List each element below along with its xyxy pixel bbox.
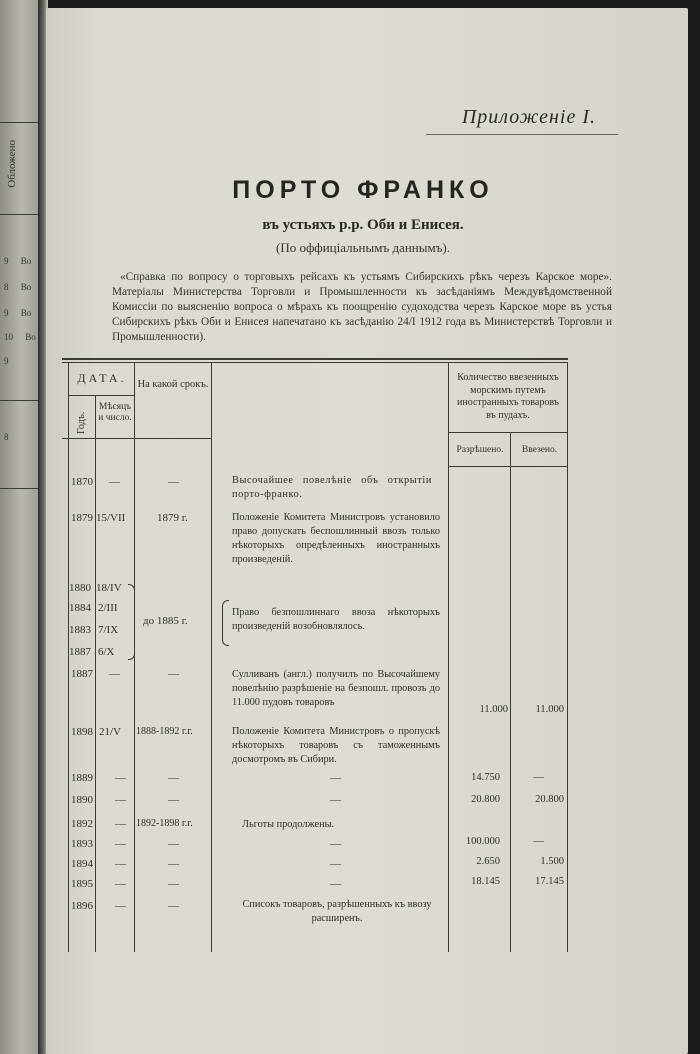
row-year: 1898 <box>71 726 93 738</box>
row-date: — <box>115 818 126 830</box>
page-subtitle: въ устьяхъ р.р. Оби и Енисея. <box>262 217 464 233</box>
row-year: 1883 <box>69 624 91 636</box>
row-event: Льготы продолжены. <box>242 819 335 830</box>
header-allowed: Разрѣшено. <box>456 445 504 455</box>
row-event: Право безпошлиннаго ввоза нѣкоторыхъ произведеній возобновлялось. <box>232 607 440 632</box>
header-imported: Ввезено. <box>521 445 558 455</box>
row-year: 1887 <box>71 668 93 680</box>
row-date: — <box>115 878 126 890</box>
row-date: — <box>109 476 120 488</box>
row-allowed: 100.000 <box>465 836 500 847</box>
row-term: — <box>168 794 179 806</box>
previous-page-rule <box>0 488 40 489</box>
previous-page-number: 8 <box>4 432 9 442</box>
row-allowed: 14.750 <box>471 772 500 783</box>
row-event: Положеніе Комитета Министровъ установило право допускать беспошлинный ввозъ только нѣкоторыхъ опредѣленныхъ иностранныхъ произведеній. <box>232 512 440 565</box>
row-term: — <box>168 838 179 850</box>
row-date: 6/X <box>98 646 115 658</box>
row-event: Положеніе Комитета Министровъ о пропускѣ нѣкоторыхъ товаровъ съ таможеннымъ досмотромъ въ Сибири. <box>232 726 440 765</box>
header-date: ДАТА. <box>77 371 127 385</box>
row-year: 1880 <box>69 582 91 594</box>
row-year: 1895 <box>71 878 93 890</box>
row-year: 1893 <box>71 838 93 850</box>
intro-paragraph: «Справка по вопросу о торговыхъ рейсахъ къ устьямъ Сибирскихъ рѣкъ черезъ Карское море». Матеріалы Министерства Торговли и Промышленности къ засѣданіямъ Междувѣдомственной Комиссіи по выясненію вопроса о мѣрахъ къ поощренію судоходства черезъ Карское море въ устья Сибирскихъ рѣкъ Оби и Енисея напечатано къ засѣданію 24/I 1912 года въ Министерствѣ Торговли и Промышленности). <box>112 271 612 343</box>
row-date: — <box>115 900 126 912</box>
previous-page-number: 9 Во <box>4 256 32 266</box>
row-event: Высочайшее повелѣніе объ открытіи порто-франко. <box>232 475 432 500</box>
header-term: На какой срокъ. <box>137 379 209 390</box>
row-date: — <box>109 668 120 680</box>
row-term: — <box>168 878 179 890</box>
row-date: 15/VII <box>96 512 126 524</box>
row-term: — <box>168 900 179 912</box>
header-year: Годъ. <box>76 411 87 434</box>
row-date: — <box>115 858 126 870</box>
row-year: 1889 <box>71 772 93 784</box>
row-date: — <box>115 772 126 784</box>
previous-page-rule <box>0 214 40 215</box>
row-event: Сулливанъ (англ.) получилъ по Высочайшему повелѣнію разрѣшеніе на безпошл. провозъ до 11.000 пудовъ товаровъ <box>232 669 440 708</box>
row-year: 1894 <box>71 858 93 870</box>
row-event-dash: — <box>330 878 341 890</box>
row-term: — <box>168 476 179 488</box>
appendix-label: Приложеніе I. <box>461 106 596 128</box>
row-date: — <box>115 838 126 850</box>
row-term: — <box>168 858 179 870</box>
page-title: ПОРТО ФРАНКО <box>232 176 494 204</box>
row-term: до 1885 г. <box>143 615 188 627</box>
row-event-dash: — <box>330 858 341 870</box>
row-year: 1887 <box>69 646 91 658</box>
row-allowed: 20.800 <box>471 794 500 805</box>
row-imported: 20.800 <box>535 794 564 805</box>
source-note: (По оффиціальнымъ даннымъ). <box>275 240 450 255</box>
previous-page-rule <box>0 400 40 401</box>
row-allowed: 18.145 <box>471 876 500 887</box>
row-event-dash: — <box>330 772 341 784</box>
row-term: — <box>168 668 179 680</box>
header-month-day: Мѣсяцъ и число. <box>98 402 132 423</box>
row-imported: 11.000 <box>535 704 564 715</box>
row-imported: 17.145 <box>535 876 564 887</box>
previous-page-number: 9 Во <box>4 308 32 318</box>
row-imported: — <box>533 836 544 847</box>
row-year: 1896 <box>71 900 93 912</box>
row-imported: — <box>533 772 544 783</box>
row-allowed: 2.650 <box>476 856 500 867</box>
row-date: 2/III <box>98 602 118 614</box>
previous-page-rule <box>0 122 40 123</box>
previous-page-number: 9 <box>4 356 9 366</box>
row-year: 1890 <box>71 794 93 806</box>
row-event-dash: — <box>330 794 341 806</box>
row-event-dash: — <box>330 838 341 850</box>
document-page <box>46 8 688 1054</box>
row-year: 1892 <box>71 818 93 830</box>
row-year: 1884 <box>69 602 91 614</box>
previous-page-edge <box>0 0 40 1054</box>
previous-page-number: 10 Во <box>4 332 36 342</box>
row-term: 1888-1892 г.г. <box>136 726 193 737</box>
previous-page-vertical-label: Обложено <box>6 140 18 188</box>
row-term: 1879 г. <box>157 512 188 524</box>
row-allowed: 11.000 <box>479 704 508 715</box>
row-date: 21/V <box>99 726 121 738</box>
row-term: — <box>168 772 179 784</box>
row-year: 1879 <box>71 512 93 524</box>
appendix-rule <box>426 134 618 135</box>
row-date: — <box>115 794 126 806</box>
row-event: Списокъ товаровъ, разрѣшенныхъ къ ввозу расширенъ. <box>242 899 432 924</box>
row-date: 18/IV <box>96 582 122 594</box>
header-quantity: Количество ввезенныхъ морскимъ путемъ иностранныхъ товаровъ въ пудахъ. <box>457 372 559 421</box>
row-imported: 1.500 <box>540 856 564 867</box>
row-date: 7/IX <box>98 624 119 636</box>
previous-page-number: 8 Во <box>4 282 32 292</box>
row-year: 1870 <box>71 476 93 488</box>
row-term: 1892-1898 г.г. <box>136 818 193 829</box>
